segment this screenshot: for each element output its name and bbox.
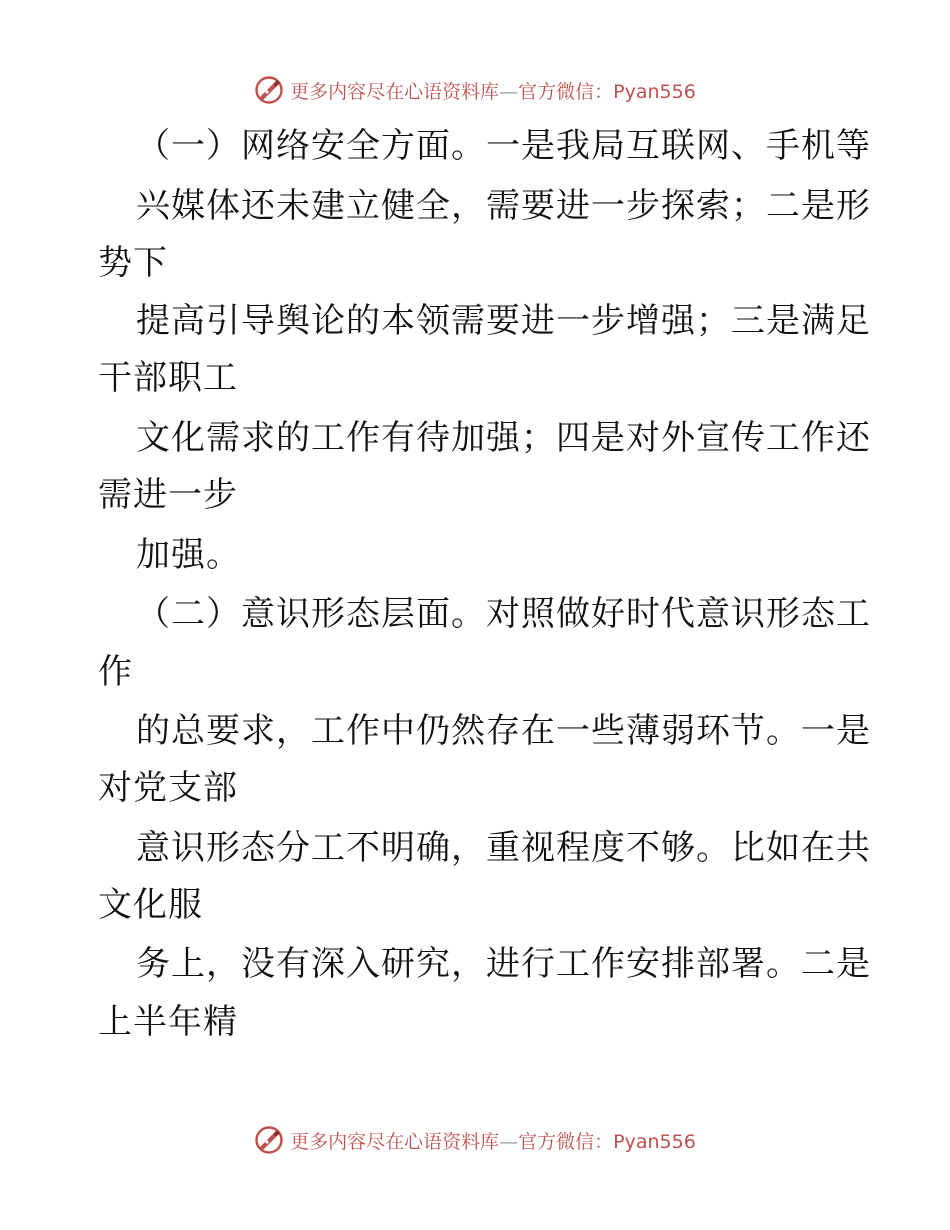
header-banner — [0, 72, 950, 108]
body-line: 文化需求的工作有待加强；四是对外宣传工作还 — [136, 418, 871, 458]
banner-wechat: 官方微信：Pyan556 — [518, 80, 696, 103]
footer-banner — [0, 1122, 950, 1158]
banner-separator: — — [499, 80, 519, 103]
banner-text — [290, 77, 696, 104]
banner-separator: — — [499, 1130, 519, 1153]
body-line: （一）网络安全方面。一是我局互联网、手机等 — [136, 126, 871, 166]
banner-text — [290, 1127, 696, 1154]
banner-wechat: 官方微信：Pyan556 — [518, 1130, 696, 1153]
body-line: 务上，没有深入研究，进行工作安排部署。二是 — [136, 944, 871, 984]
body-line: 加强。 — [136, 535, 241, 575]
body-line: 对党支部 — [98, 768, 238, 808]
banner-brand: 更多内容尽在心语资料库 — [290, 80, 500, 103]
body-line: 上半年精 — [98, 1002, 238, 1042]
banner-brand: 更多内容尽在心语资料库 — [290, 1130, 500, 1153]
body-line: 干部职工 — [98, 358, 238, 398]
pen-logo-icon — [254, 75, 284, 105]
body-line: 需进一步 — [98, 475, 238, 515]
body-line: 文化服 — [98, 885, 203, 925]
body-line: 兴媒体还未建立健全，需要进一步探索；二是形 — [136, 186, 871, 226]
pen-logo-icon — [254, 1125, 284, 1155]
body-line: （二）意识形态层面。对照做好时代意识形态工 — [136, 594, 871, 634]
body-line: 提高引导舆论的本领需要进一步增强；三是满足 — [136, 301, 871, 341]
body-line: 意识形态分工不明确，重视程度不够。比如在共 — [136, 828, 871, 868]
body-line: 作 — [98, 652, 133, 692]
body-line: 的总要求，工作中仍然存在一些薄弱环节。一是 — [136, 711, 871, 751]
body-line: 势下 — [98, 243, 168, 283]
